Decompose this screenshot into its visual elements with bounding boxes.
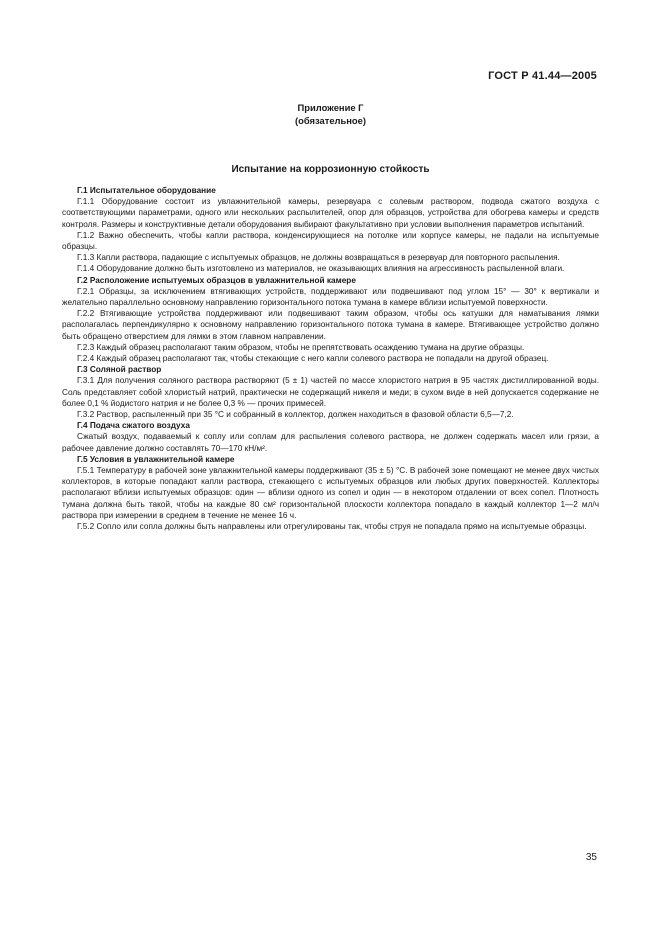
paragraph: Сжатый воздух, подаваемый к соплу или соплам для распыления солевого раствора, не должен содержать масел или грязи, а рабочее давление должно составлять 70—170 кН/м². (62, 432, 599, 453)
document-body (62, 185, 599, 532)
paragraph: Г.2.3 Каждый образец располагают таким образом, чтобы не препятствовать осаждению тумана на другие образцы. (77, 342, 525, 352)
paragraph: Г.5.2 Сопло или сопла должны быть направлены или отрегулированы так, чтобы струя не попадала прямо на испытуемые образцы. (77, 522, 587, 532)
section-heading: Г.2 Расположение испытуемых образцов в увлажнительной камере (77, 275, 356, 285)
paragraph: Г.1.4 Оборудование должно быть изготовлено из материалов, не оказывающих влияния на агрессивность распыленной влаги. (77, 264, 565, 274)
section-heading: Г.1 Испытательное оборудование (77, 186, 216, 195)
appendix-status: (обязательное) (295, 114, 366, 126)
page-title: Испытание на коррозионную стойкость (231, 164, 430, 175)
section-heading: Г.5 Условия в увлажнительной камере (77, 454, 235, 464)
paragraph: Г.2.4 Каждый образец располагают так, чтобы стекающие с него капли солевого раствора не попадали на другой образец. (77, 354, 549, 364)
paragraph: Г.5.1 Температуру в рабочей зоне увлажнительной камеры поддерживают (35 ± 5) °С. В рабочей зоне помещают не менее двух чистых коллекторов, в которые попадают капли раствора, стекающего с испытуемых образцов или любых других поверхностей. Коллекторы располагают вблизи испытуемых образцов: один — вблизи одного из сопел и один — в некотором отдалении от всех сопел. Плотность тумана должна быть такой, чтобы на каждые 80 см² горизонтальной плоскости коллектора попадало в каждый коллектор 1—2 мл/ч раствора при измерении в среднем в течение не менее 16 ч. (62, 466, 599, 520)
appendix-label: Приложение Г (297, 102, 364, 113)
appendix-heading (0, 102, 661, 127)
paragraph: Г.2.1 Образцы, за исключением втягивающих устройств, поддерживают или подвешивают под углом 15° — 30° к вертикали и желательно параллельно основному направлению горизонтального потока тумана в камере вблизи испытуемой поверхности. (62, 286, 599, 308)
paragraph: Г.1.2 Важно обеспечить, чтобы капли раствора, конденсирующиеся на потолке или корпусе камеры, не падали на испытуемые образцы. (62, 230, 599, 252)
section-heading: Г.3 Соляной раствор (77, 365, 162, 375)
paragraph: Г.3.2 Раствор, распыленный при 35 °С и собранный в коллектор, должен находиться в фазовой области 6,5—7,2. (77, 410, 514, 420)
paragraph: Г.1.3 Капли раствора, падающие с испытуемых образцов, не должны возвращаться в резервуар для повторного распыления. (77, 253, 560, 263)
document-id: ГОСТ Р 41.44—2005 (488, 70, 597, 82)
paragraph: Г.3.1 Для получения соляного раствора растворяют (5 ± 1) частей по массе хлористого натрия в 95 частях дистиллированной воды. Соль представляет собой хлористый натрий, практически не содержащий никеля и меди; в сухом виде в ней допускается содержание не более 0,1 % йодистого натрия и не более 0,3 % — прочих примесей. (62, 376, 599, 408)
paragraph: Г.2.2 Втягивающие устройства поддерживают или подвешивают таким образом, чтобы ось катушки для наматывания лямки располагалась перпендикулярно к основному направлению горизонтального потока тумана в камере. Втягивающее устройство должно быть обращено отверстием для лямки в этом главном направлении. (62, 309, 599, 341)
paragraph: Г.1.1 Оборудование состоит из увлажнительной камеры, резервуара с солевым раствором, подвода сжатого воздуха с соответствующими параметрами, одного или нескольких распылителей, опор для образцов, устройства для обогрева камеры и средств контроля. Размеры и конструктивные детали оборудования выбирают факультативно при условии выполнения параметров испытаний. (62, 197, 599, 229)
section-heading: Г.4 Подача сжатого воздуха (77, 421, 190, 431)
page-number: 35 (585, 852, 597, 863)
